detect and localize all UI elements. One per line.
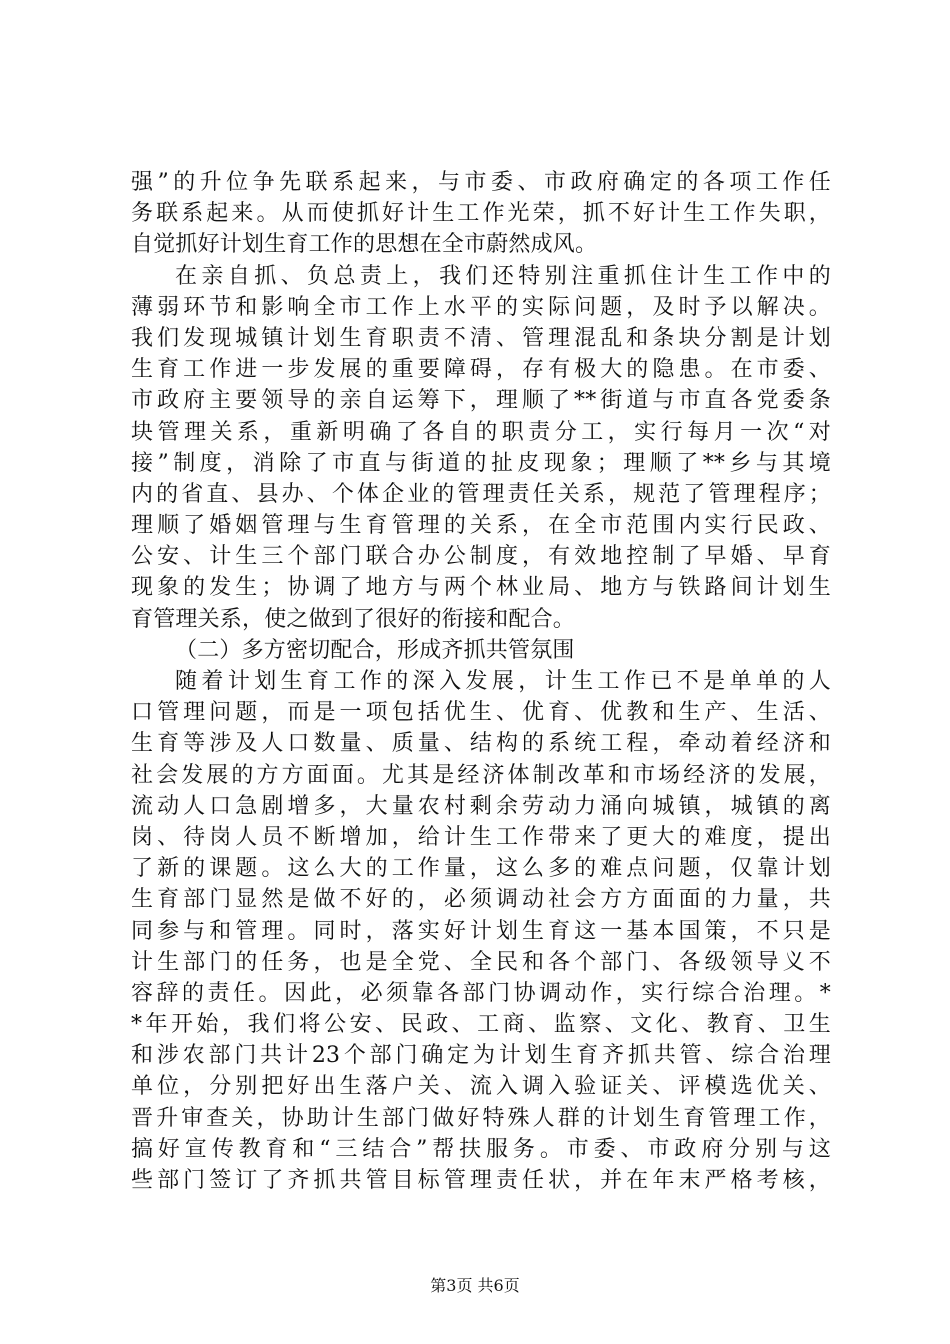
body-text	[131, 167, 831, 1196]
text-line: 流动人口急剧增多，大量农村剩余劳动力涌向城镇，城镇的离	[131, 793, 831, 819]
text-line: 强”的升位争先联系起来，与市委、市政府确定的各项工作任	[131, 170, 831, 195]
text-line: 在亲自抓、负总责上，我们还特别注重抓住计生工作中的	[175, 263, 831, 289]
text-line: 薄弱环节和影响全市工作上水平的实际问题，及时予以解决。	[131, 294, 831, 320]
text-line: 生育部门显然是做不好的，必须调动社会方方面面的力量，共	[131, 887, 831, 913]
text-line: 生育工作进一步发展的重要障碍，存有极大的隐患。在市委、	[131, 357, 831, 383]
text-line: 容辞的责任。因此，必须靠各部门协调动作，实行综合治理。*	[131, 980, 831, 1006]
text-line: 我们发现城镇计划生育职责不清、管理混乱和条块分割是计划	[131, 325, 831, 351]
text-line: 些部门签订了齐抓共管目标管理责任状，并在年末严格考核，	[131, 1168, 831, 1193]
text-line: 和涉农部门共计23个部门确定为计划生育齐抓共管、综合治理	[131, 1043, 831, 1069]
text-line: 务联系起来。从而使抓好计生工作光荣，抓不好计生工作失职，	[131, 201, 831, 227]
text-line: 块管理关系，重新明确了各自的职责分工，实行每月一次“对	[131, 419, 831, 445]
page-number-footer: 第3页 共6页	[430, 1276, 520, 1295]
text-line: 单位，分别把好出生落户关、流入调入验证关、评模选优关、	[131, 1074, 831, 1100]
text-line: 内的省直、县办、个体企业的管理责任关系，规范了管理程序；	[131, 481, 831, 507]
text-line: 搞好宣传教育和“三结合”帮扶服务。市委、市政府分别与这	[131, 1136, 831, 1162]
text-line: 公安、计生三个部门联合办公制度，有效地控制了早婚、早育	[131, 544, 831, 570]
text-line: 计生部门的任务，也是全党、全民和各个部门、各级领导义不	[131, 949, 831, 975]
text-line: 市政府主要领导的亲自运筹下，理顺了**街道与市直各党委条	[131, 388, 831, 414]
text-line: 理顺了婚姻管理与生育管理的关系，在全市范围内实行民政、	[131, 513, 831, 539]
text-line: 接”制度，消除了市直与街道的扯皮现象；理顺了**乡与其境	[131, 450, 831, 476]
text-line: 生育等涉及人口数量、质量、结构的系统工程，牵动着经济和	[131, 731, 831, 757]
section-heading: （二）多方密切配合，形成齐抓共管氛围	[175, 637, 575, 663]
text-line: 社会发展的方方面面。尤其是经济体制改革和市场经济的发展，	[131, 762, 831, 788]
text-line: 晋升审查关，协助计生部门做好特殊人群的计划生育管理工作，	[131, 1105, 831, 1131]
text-line: 口管理问题，而是一项包括优生、优育、优教和生产、生活、	[131, 700, 831, 726]
text-line: 随着计划生育工作的深入发展，计生工作已不是单单的人	[175, 669, 831, 694]
text-line: 现象的发生；协调了地方与两个林业局、地方与铁路间计划生	[131, 575, 831, 601]
text-line: 岗、待岗人员不断增加，给计生工作带来了更大的难度，提出	[131, 824, 831, 850]
text-line: 了新的课题。这么大的工作量，这么多的难点问题，仅靠计划	[131, 856, 831, 882]
text-line: 育管理关系，使之做到了很好的衔接和配合。	[131, 606, 576, 632]
text-line: *年开始，我们将公安、民政、工商、监察、文化、教育、卫生	[131, 1012, 831, 1038]
text-line: 自觉抓好计划生育工作的思想在全市蔚然成风。	[131, 232, 598, 258]
text-line: 同参与和管理。同时，落实好计划生育这一基本国策，不只是	[131, 918, 831, 944]
